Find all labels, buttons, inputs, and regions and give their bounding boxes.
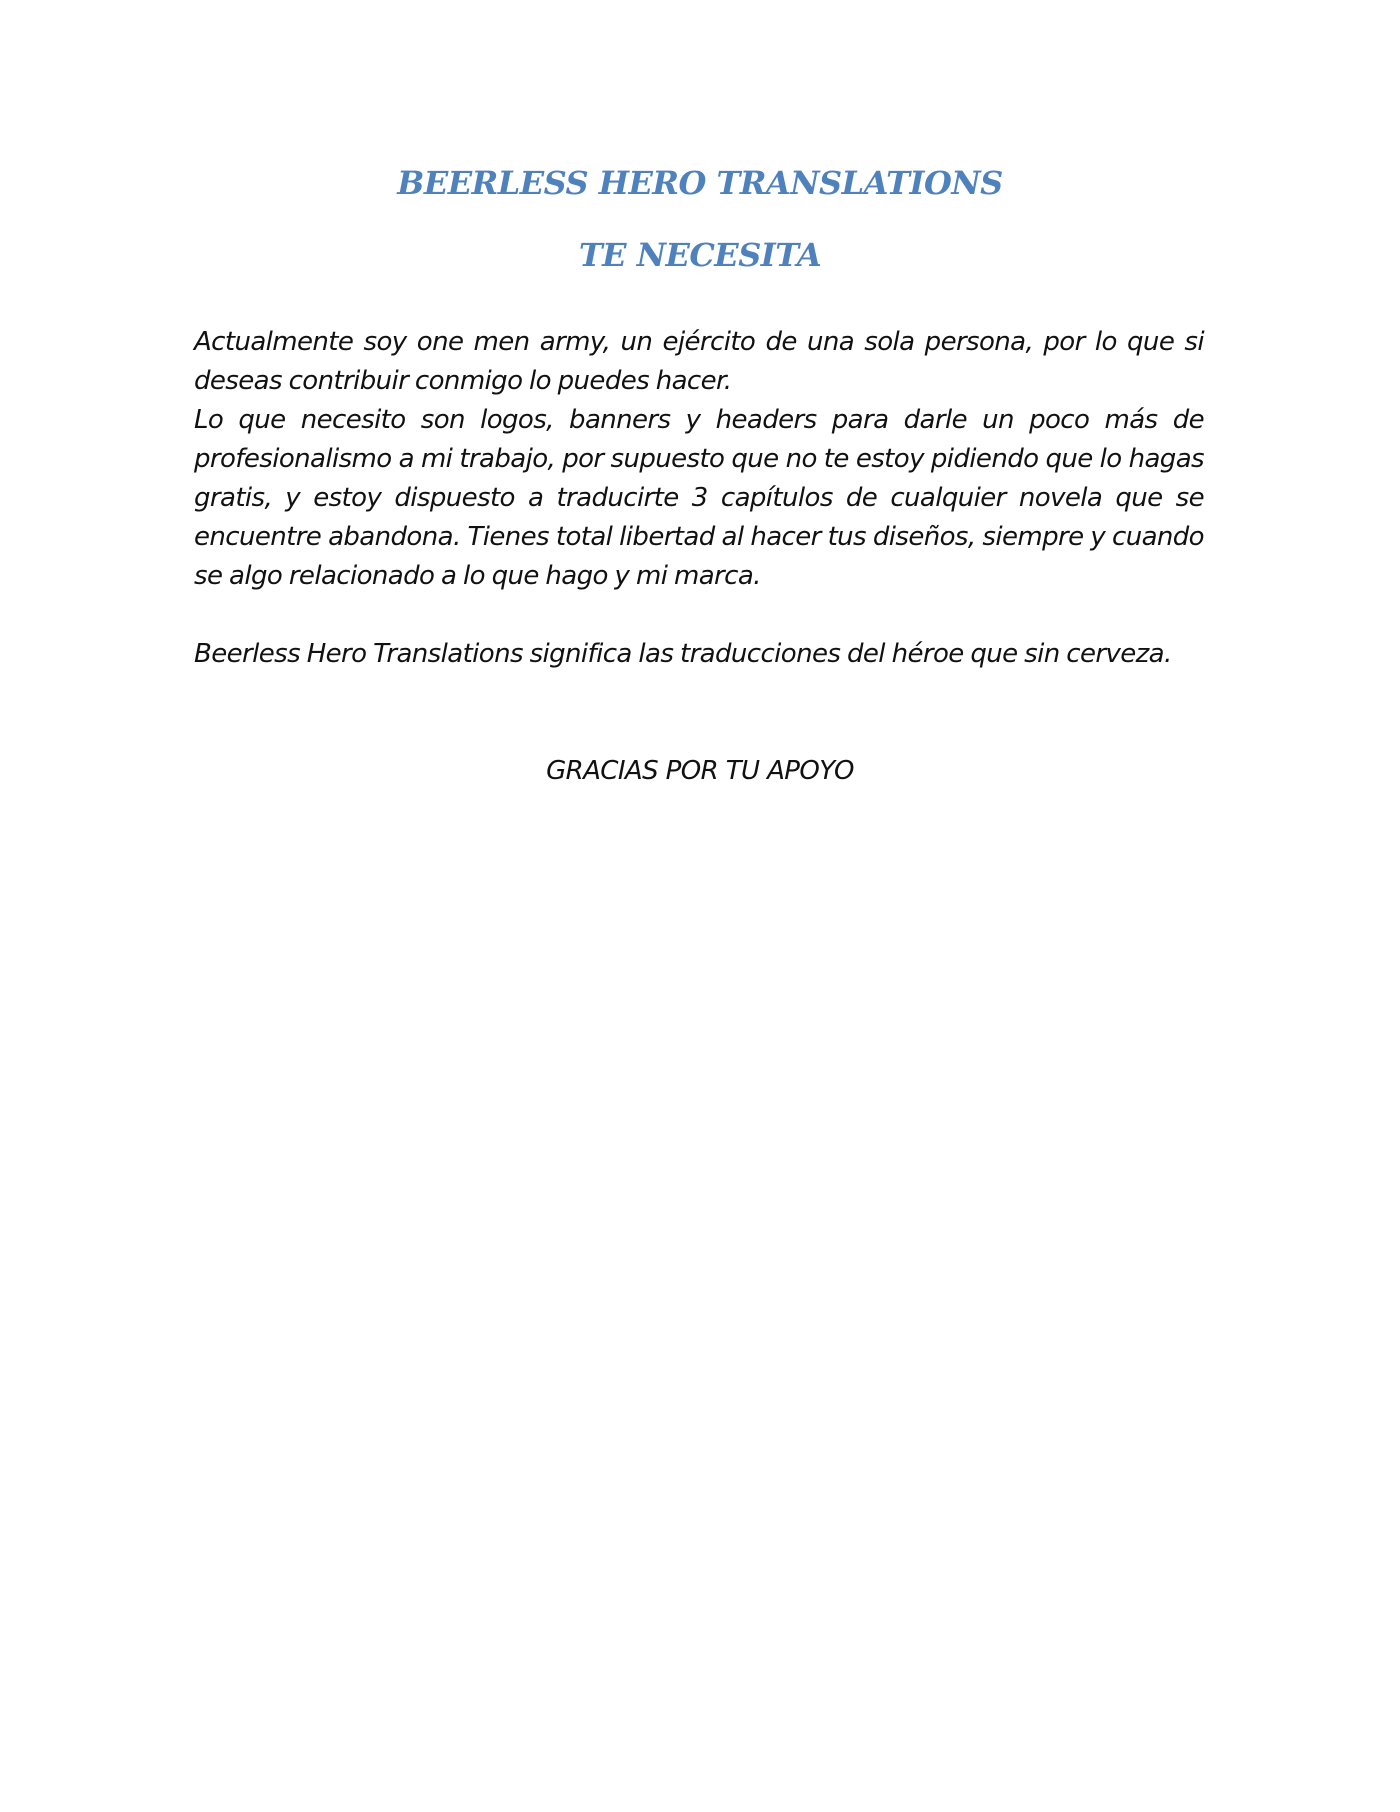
closing-line: GRACIAS POR TU APOYO [546,756,854,786]
document-title: BEERLESS HERO TRANSLATIONS [397,164,1003,202]
paragraph-request: Lo que necesito son logos, banners y headers para darle un poco más de profesionalismo a mi trabajo, por supuesto que no te estoy pidiendo que lo hagas gratis, y estoy dispuesto a traducirte 3 capítulos de cualquier novela que se encuentre abandona. Tienes total libertad al hacer tus diseños, siempre y cuando se algo relacionado a lo que hago y mi marca. [194,405,1204,591]
paragraph-intro: Actualmente soy one men army, un ejército de una sola persona, por lo que si deseas contribuir conmigo lo puedes hacer. [194,327,1204,396]
paragraph-name-meaning: Beerless Hero Translations significa las traducciones del héroe que sin cerveza. [194,639,1172,669]
document-subtitle: TE NECESITA [578,236,822,274]
